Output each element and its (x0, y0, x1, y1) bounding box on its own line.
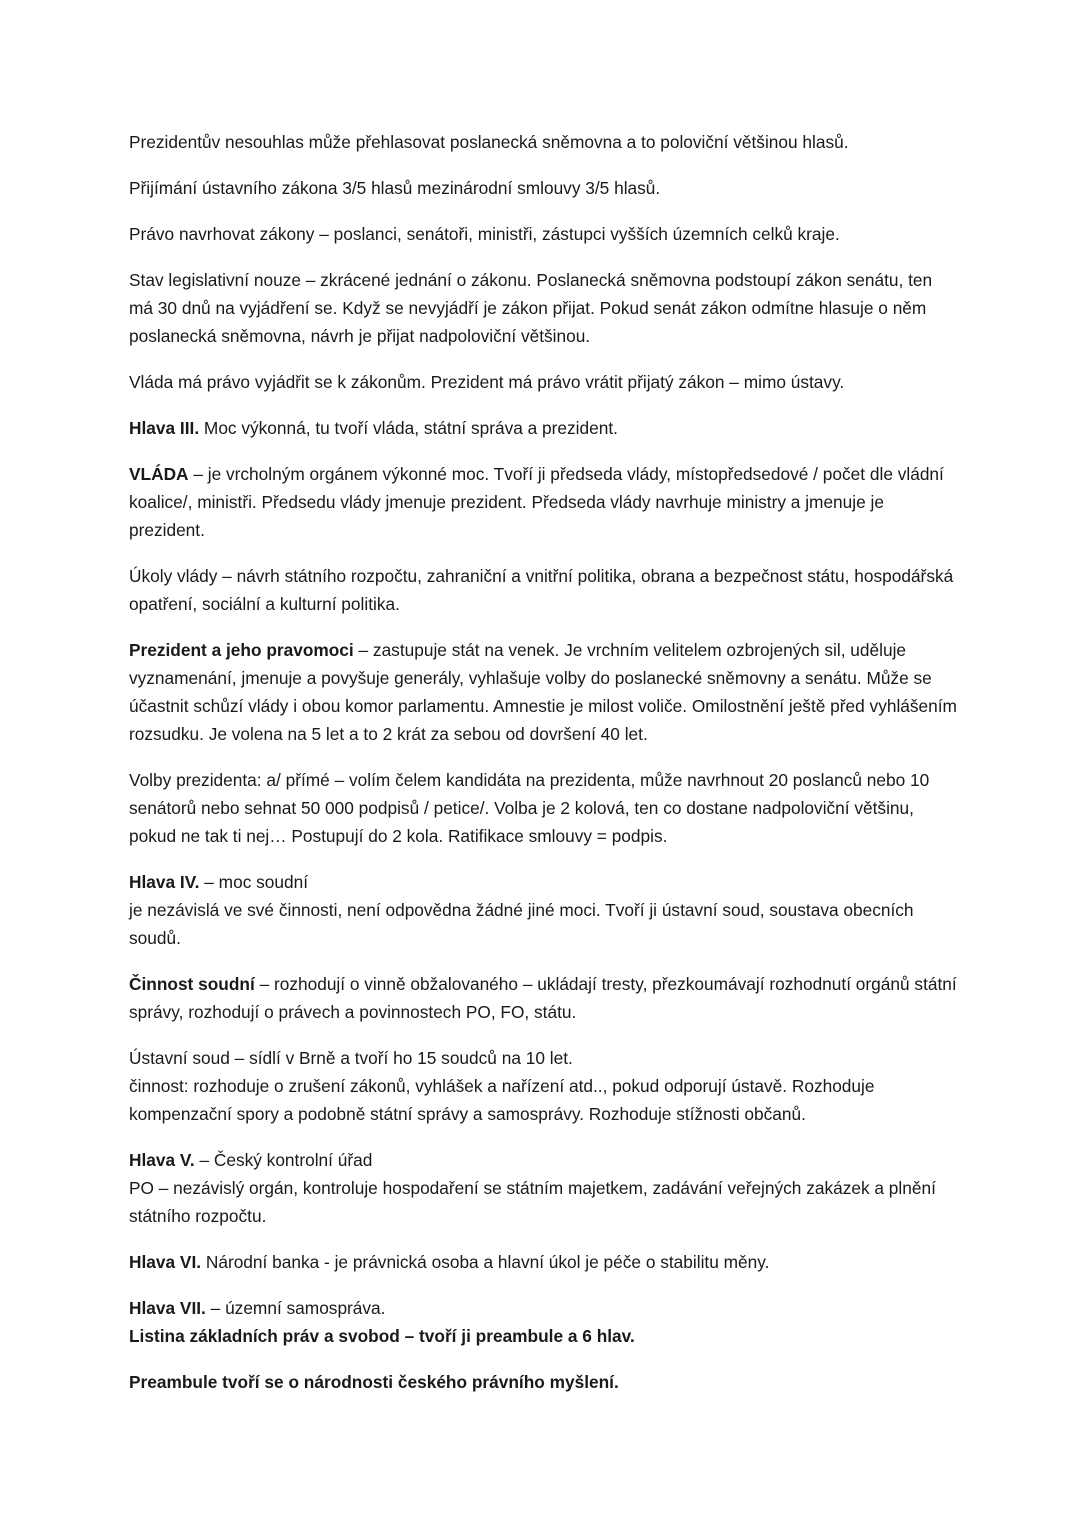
chapter-6-text: Národní banka - je právnická osoba a hlavní úkol je péče o stabilitu měny. (201, 1252, 770, 1272)
chapter-4-text: – moc soudní (199, 872, 309, 892)
paragraph-chapter-5 (129, 1146, 959, 1174)
paragraph-judicial-independence: je nezávislá ve své činnosti, není odpovědna žádné jiné moci. Tvoří ji ústavní soud, soustava obecních soudů. (129, 900, 914, 948)
paragraph-judicial-activity (129, 970, 959, 1026)
chapter-7-heading: Hlava VII. (129, 1298, 206, 1318)
chapter-3-heading: Hlava III. (129, 418, 200, 438)
chapter-6-heading: Hlava VI. (129, 1252, 202, 1272)
document-page (129, 128, 959, 1414)
paragraph-government-right: Vláda má právo vyjádřit se k zákonům. Prezident má právo vrátit přijatý zákon – mimo ústavy. (129, 372, 845, 392)
paragraph-constitutional-court: Ústavní soud – sídlí v Brně a tvoří ho 15 soudců na 10 let. (129, 1048, 573, 1068)
paragraph-chapter-7 (129, 1294, 959, 1322)
paragraph-chapter-4 (129, 868, 959, 896)
charter-heading: Listina základních práv a svobod – tvoří ji preambule a 6 hlav. (129, 1326, 635, 1346)
paragraph-legislative-initiative: Právo navrhovat zákony – poslanci, senátoři, ministři, zástupci vyšších územních celků kraje. (129, 224, 840, 244)
paragraph-chapter-3 (129, 414, 959, 442)
government-heading: VLÁDA (129, 464, 189, 484)
judicial-activity-text: – rozhodují o vinně obžalovaného – ukládají tresty, přezkoumávají rozhodnutí orgánů státní správy, rozhodují o právech a povinnostech PO, FO, státu. (129, 974, 957, 1022)
paragraph-charter (129, 1322, 959, 1350)
judicial-activity-heading: Činnost soudní (129, 974, 255, 994)
president-powers-heading: Prezident a jeho pravomoci (129, 640, 354, 660)
paragraph-government-tasks: Úkoly vlády – návrh státního rozpočtu, zahraniční a vnitřní politika, obrana a bezpečnost státu, hospodářská opatření, sociální a kulturní politika. (129, 566, 954, 614)
paragraph-president-powers (129, 636, 959, 748)
chapter-7-text: – územní samospráva. (205, 1298, 386, 1318)
paragraph-court-activity: činnost: rozhoduje o zrušení zákonů, vyhlášek a nařízení atd.., pokud odporují ústavě. Rozhoduje kompenzační spory a podobně státní správy a samosprávy. Rozhoduje stížnosti občanů. (129, 1076, 875, 1124)
paragraph-constitutional-law: Přijímání ústavního zákona 3/5 hlasů mezinárodní smlouvy 3/5 hlasů. (129, 178, 661, 198)
president-powers-text: – zastupuje stát na venek. Je vrchním velitelem ozbrojených sil, uděluje vyznamenání, jmenuje a povyšuje generály, vyhlašuje volby do poslanecké sněmovny a senátu. Může se účastnit schůzí vlády i obou komor parlamentu. Amnestie je milost voliče. Omilostnění ještě před vyhlášením rozsudku. Je volena na 5 let a to 2 krát za sebou od dovršení 40 let. (129, 640, 957, 744)
paragraph-audit-office: PO – nezávislý orgán, kontroluje hospodaření se státním majetkem, zadávání veřejných zakázek a plnění státního rozpočtu. (129, 1178, 936, 1226)
paragraph-presidential-election: Volby prezidenta: a/ přímé – volím čelem kandidáta na prezidenta, může navrhnout 20 poslanců nebo 10 senátorů nebo sehnat 50 000 podpisů / petice/. Volba je 2 kolová, ten co dostane nadpoloviční většinu, pokud ne tak ti nej… Postupují do 2 kola. Ratifikace smlouvy = podpis. (129, 770, 930, 846)
preamble-heading: Preambule tvoří se o národnosti českého právního myšlení. (129, 1372, 619, 1392)
chapter-3-text: Moc výkonná, tu tvoří vláda, státní správa a prezident. (199, 418, 618, 438)
chapter-4-heading: Hlava IV. (129, 872, 200, 892)
paragraph-government (129, 460, 959, 544)
chapter-5-heading: Hlava V. (129, 1150, 195, 1170)
government-text: – je vrcholným orgánem výkonné moc. Tvoří ji předseda vlády, místopředsedové / počet dle vládní koalice/, ministři. Předsedu vlády jmenuje prezident. Předseda vlády navrhuje ministry a jmenuje je prezident. (129, 464, 944, 540)
paragraph-legislative-emergency: Stav legislativní nouze – zkrácené jednání o zákonu. Poslanecká sněmovna podstoupí zákon senátu, ten má 30 dnů na vyjádření se. Když se nevyjádří je zákon přijat. Pokud senát zákon odmítne hlasuje o něm poslanecká sněmovna, návrh je přijat nadpoloviční většinou. (129, 270, 933, 346)
paragraph-preamble (129, 1368, 959, 1396)
paragraph-veto: Prezidentův nesouhlas může přehlasovat poslanecká sněmovna a to poloviční většinou hlasů. (129, 132, 849, 152)
paragraph-chapter-6 (129, 1248, 959, 1276)
chapter-5-text: – Český kontrolní úřad (194, 1150, 373, 1170)
